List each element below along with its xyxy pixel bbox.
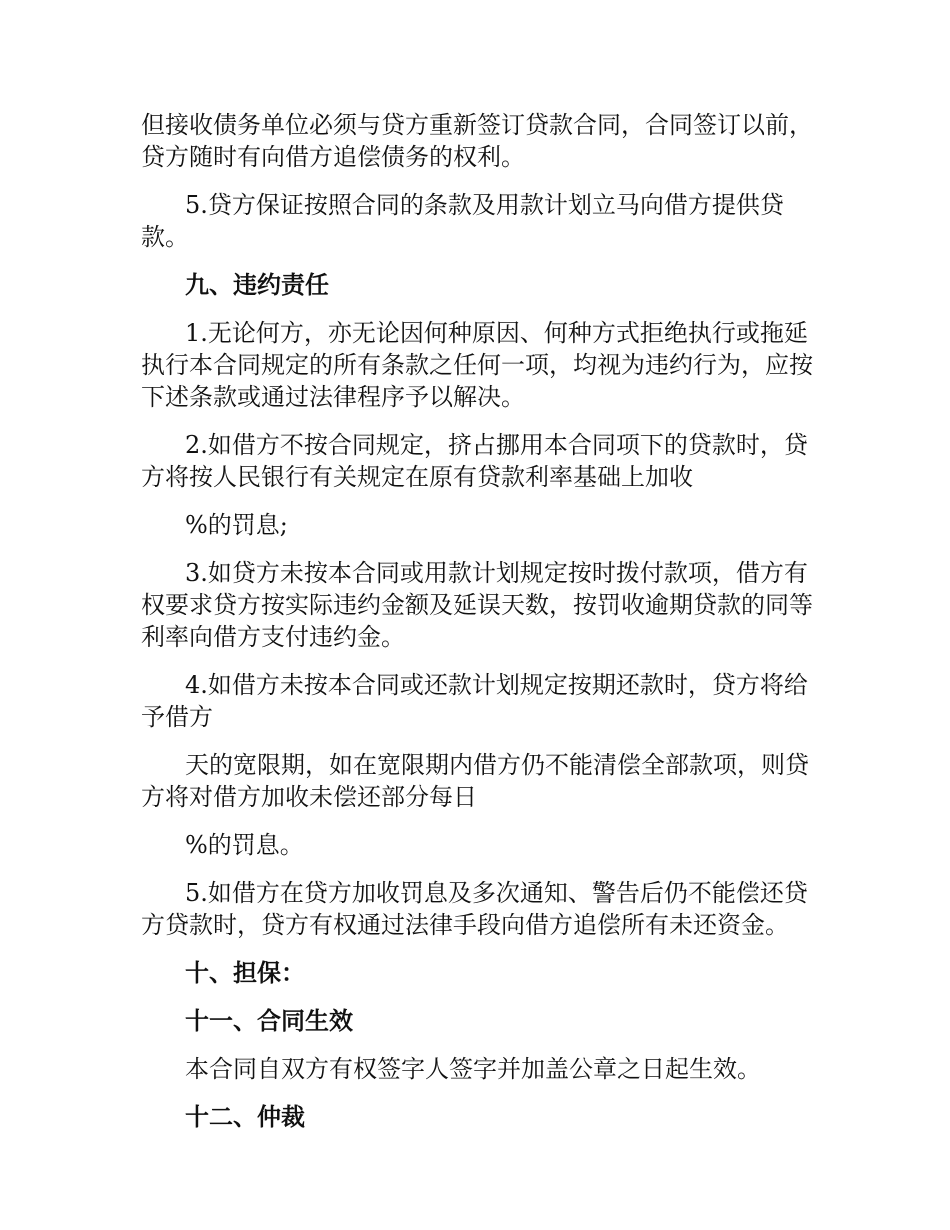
paragraph-borrower-late-repayment: 4.如借方未按本合同或还款计划规定按期还款时，贷方将给予借方 (141, 671, 808, 731)
paragraph-grace-period: 天的宽限期，如在宽限期内借方仍不能清偿全部款项，则贷方将对借方加收未偿还部分每日 (141, 751, 809, 811)
paragraph-legal-recovery: 5.如借方在贷方加收罚息及多次通知、警告后仍不能偿还贷方贷款时，贷方有权通过法律手段向借方追偿所有未还资金。 (141, 879, 808, 939)
paragraph-penalty-rate-blank: %的罚息; (185, 511, 288, 539)
paragraph-breach-general: 1.无论何方，亦无论因何种原因、何种方式拒绝执行或拖延执行本合同规定的所有条款之任何一项，均视为违约行为，应按下述条款或通过法律程序予以解决。 (141, 319, 813, 411)
paragraph-misuse-penalty: 2.如借方不按合同规定，挤占挪用本合同项下的贷款时，贷方将按人民银行有关规定在原有贷款利率基础上加收 (141, 431, 808, 491)
section-heading-breach-liability: 九、违约责任 (185, 271, 329, 299)
paragraph-effective-date: 本合同自双方有权签字人签字并加盖公章之日起生效。 (185, 1055, 761, 1083)
paragraph-lender-guarantee: 5.贷方保证按照合同的条款及用款计划立马向借方提供贷款。 (141, 191, 784, 251)
section-heading-guarantee: 十、担保： (185, 959, 305, 987)
document-page (141, 109, 831, 1149)
section-heading-arbitration: 十二、仲裁 (185, 1103, 305, 1131)
paragraph-lender-late-payment: 3.如贷方未按本合同或用款计划规定按时拨付款项，借方有权要求贷方按实际违约金额及延误天数，按罚收逾期贷款的同等利率向借方支付违约金。 (141, 559, 813, 651)
paragraph-debt-transfer: 但接收债务单位必须与贷方重新签订贷款合同，合同签订以前，贷方随时有向借方追偿债务的权利。 (141, 111, 813, 171)
paragraph-daily-penalty-blank: %的罚息。 (185, 831, 304, 859)
section-heading-effectiveness: 十一、合同生效 (185, 1007, 353, 1035)
